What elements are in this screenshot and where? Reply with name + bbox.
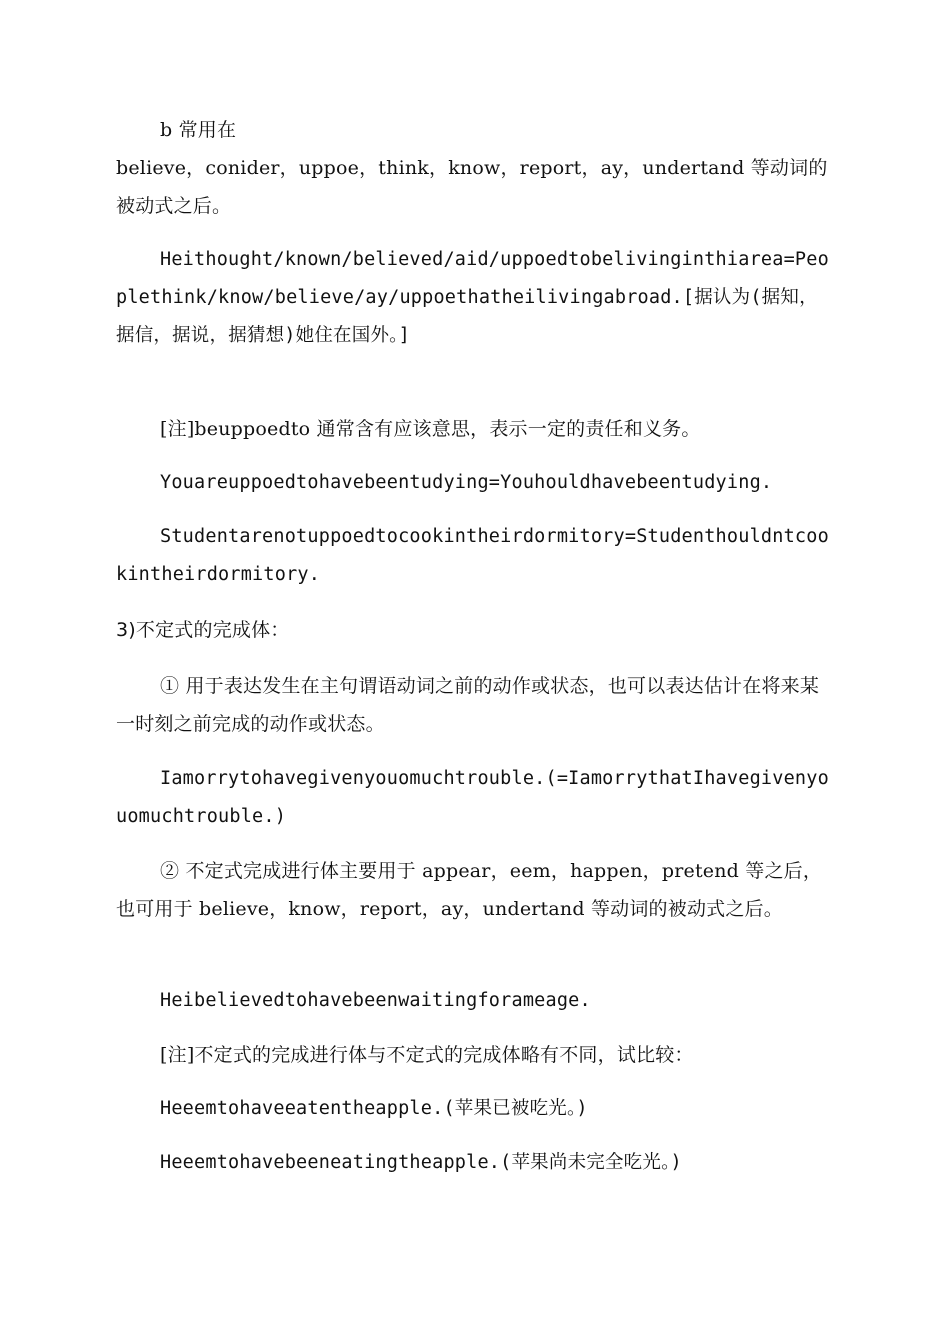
paragraph-example-eaten: Heeemtohaveeatentheapple.(苹果已被吃光。)	[160, 1098, 588, 1119]
paragraph-point-2: ② 不定式完成进行体主要用于 appear，eem，happen，pretend 等之后，也可用于 believe，know，report，ay，undertand 等动词的被动式之后。	[116, 860, 823, 920]
paragraph-example-trouble: Iamorrytohavegivenyouomuchtrouble.(=IamorrythatIhavegivenyouomuchtrouble.)	[116, 768, 829, 827]
paragraph-verbs-list: believe，conider，uppoe，think，know，report，ay，undertand 等动词的被动式之后。	[116, 157, 828, 217]
paragraph-point-1: ① 用于表达发生在主句谓语动词之前的动作或状态，也可以表达估计在将来某一时刻之前完成的动作或状态。	[116, 675, 820, 735]
paragraph-example-dormitory: Studentarenotuppoedtocookintheirdormitory=Studenthouldntcookintheirdormitory.	[116, 526, 829, 585]
paragraph-note-supposed: [注]beuppoedto 通常含有应该意思，表示一定的责任和义务。	[160, 418, 701, 440]
paragraph-example-waiting: Heibelievedtohavebeenwaitingforameage.	[160, 990, 591, 1011]
section-heading-perfect-infinitive: 3)不定式的完成体：	[116, 619, 290, 641]
paragraph-example-believed: Heithought/known/believed/aid/uppoedtobelivinginthiarea=Peoplethink/know/believe/ay/uppoethatheilivingabroad.[据认为(据知，据信，据说，据猜想)她住在国外。]	[116, 249, 829, 346]
paragraph-note-comparison: [注]不定式的完成进行体与不定式的完成体略有不同，试比较：	[160, 1044, 694, 1066]
paragraph-example-eating: Heeemtohavebeeneatingtheapple.(苹果尚未完全吃光。)	[160, 1152, 682, 1173]
paragraph-example-studying: Youareuppoedtohavebeentudying=Youhouldhavebeentudying.	[160, 472, 773, 493]
paragraph-b-usage: b 常用在	[160, 119, 237, 141]
